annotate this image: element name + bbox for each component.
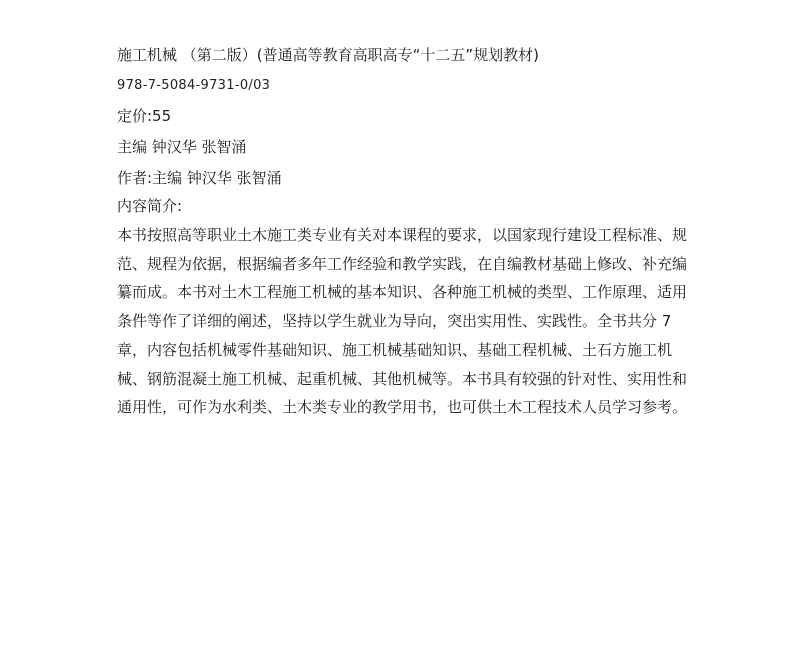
- book-editor: 主编 钟汉华 张智涌: [117, 138, 247, 156]
- book-info: [117, 46, 697, 422]
- book-isbn: 978-7-5084-9731-0/03: [117, 78, 271, 93]
- book-title: 施工机械 （第二版）(普通高等教育高职高专“十二五”规划教材): [117, 46, 540, 64]
- book-author: 作者:主编 钟汉华 张智涌: [117, 169, 282, 187]
- book-price: 定价:55: [117, 107, 172, 125]
- book-description: 本书按照高等职业土木施工类专业有关对本课程的要求，以国家现行建设工程标准、规范、规程为依据，根据编者多年工作经验和教学实践，在自编教材基础上修改、补充编纂而成。本书对土木工程施工机械的基本知识、各种施工机械的类型、工作原理、适用条件等作了详细的阐述，坚持以学生就业为导向，突出实用性、实践性。全书共分 7 章，内容包括机械零件基础知识、施工机械基础知识、基础工程机械、土石方施工机械、钢筋混凝土施工机械、起重机械、其他机械等。本书具有较强的针对性、实用性和通用性，可作为水利类、土木类专业的教学用书，也可供土木工程技术人员学习参考。: [117, 226, 688, 417]
- intro-label: 内容简介:: [117, 197, 183, 215]
